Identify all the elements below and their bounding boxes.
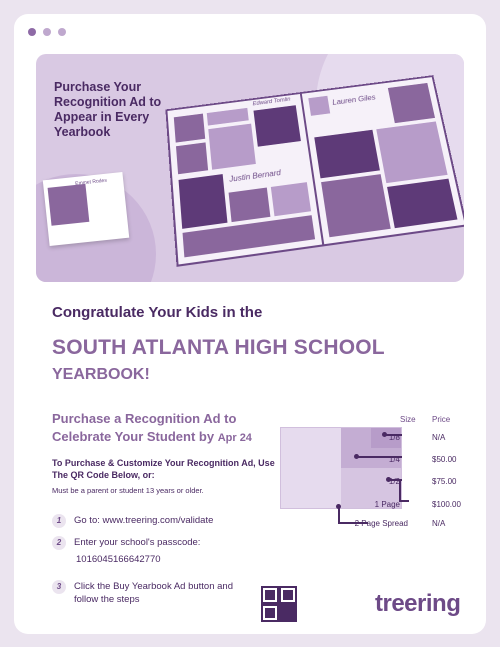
step-text-2: Enter your school's passcode: <box>74 537 201 548</box>
photo-tile <box>207 108 249 126</box>
size-quarter: 1/4 <box>388 455 400 464</box>
photo-tile <box>271 182 311 216</box>
size-full: 1 Page <box>374 500 400 509</box>
photo-tile <box>229 188 271 223</box>
mini-card-photo <box>48 184 90 226</box>
photo-tile <box>388 83 435 123</box>
leader-line <box>399 500 409 502</box>
qr-corner <box>263 588 277 602</box>
purchase-heading <box>52 410 282 447</box>
photo-tile <box>253 105 300 146</box>
yearbook-page-left <box>165 92 324 267</box>
instructions-heading: To Purchase & Customize Your Recognition Ad, Use The QR Code Below, or: <box>52 458 275 480</box>
leader-line <box>338 508 340 522</box>
yearbook-name-3: Lauren Giles <box>331 93 377 107</box>
price-quarter: $50.00 <box>432 455 457 464</box>
step-text-1: Go to: www.treering.com/validate <box>74 515 214 526</box>
purchase-line-1: Purchase a Recognition Ad to <box>52 411 237 426</box>
school-name: SOUTH ATLANTA HIGH SCHOOL <box>52 336 385 359</box>
yearbook-image <box>165 75 464 273</box>
step-number-3: 3 <box>52 580 66 594</box>
step-3 <box>52 580 252 606</box>
photo-tile <box>321 174 391 237</box>
photo-tile <box>387 179 457 229</box>
photo-tile <box>308 96 330 116</box>
price-full: $100.00 <box>432 500 461 509</box>
step-1 <box>52 514 213 528</box>
window-dot-3 <box>58 28 66 36</box>
price-spread: N/A <box>432 519 446 528</box>
photo-tile <box>314 130 380 179</box>
price-header: Price <box>432 415 451 424</box>
size-eighth: 1/8 <box>388 433 400 442</box>
hero-banner <box>36 54 464 282</box>
photo-tile <box>179 174 228 229</box>
qr-corner <box>281 588 295 602</box>
price-eighth: N/A <box>432 433 446 442</box>
mini-photo-card <box>43 172 129 246</box>
congrats-heading: Congratulate Your Kids in the <box>52 304 263 321</box>
photo-tile <box>376 121 447 183</box>
window-dots <box>28 28 66 36</box>
price-half: $75.00 <box>432 477 457 486</box>
photo-tile <box>176 142 208 174</box>
yearbook-name-2: Justin Bernard <box>228 168 282 184</box>
hero-title: Purchase Your Recognition Ad to Appear in Every Yearbook <box>54 80 162 139</box>
flyer-card <box>14 14 486 634</box>
treering-logo: treering <box>375 590 461 617</box>
size-spread: 2 Page Spread <box>354 519 408 528</box>
mini-card-name: Emmet Rodes <box>75 177 108 187</box>
photo-tile <box>174 114 205 143</box>
size-half: 1/2 <box>388 477 400 486</box>
step-text-3: Click the Buy Yearbook Ad button and follow the steps <box>74 581 233 605</box>
purchase-deadline: Apr 24 <box>217 432 252 444</box>
purchase-line-2 <box>52 428 282 447</box>
yearbook-name-1: Edward Tomlin <box>252 97 291 108</box>
step-2 <box>52 536 200 550</box>
photo-tile <box>208 124 256 170</box>
window-dot-2 <box>43 28 51 36</box>
age-note: Must be a parent or student 13 years or older. <box>52 486 204 495</box>
yearbook-heading: YEARBOOK! <box>52 366 150 383</box>
qr-corner <box>263 606 277 620</box>
size-header: Size <box>400 415 416 424</box>
school-passcode: 1016045166642770 <box>76 554 161 565</box>
step-number-2: 2 <box>52 536 66 550</box>
window-dot-1 <box>28 28 36 36</box>
step-number-1: 1 <box>52 514 66 528</box>
qr-code[interactable] <box>261 586 297 622</box>
purchase-line-2-text: Celebrate Your Student by <box>52 429 215 444</box>
